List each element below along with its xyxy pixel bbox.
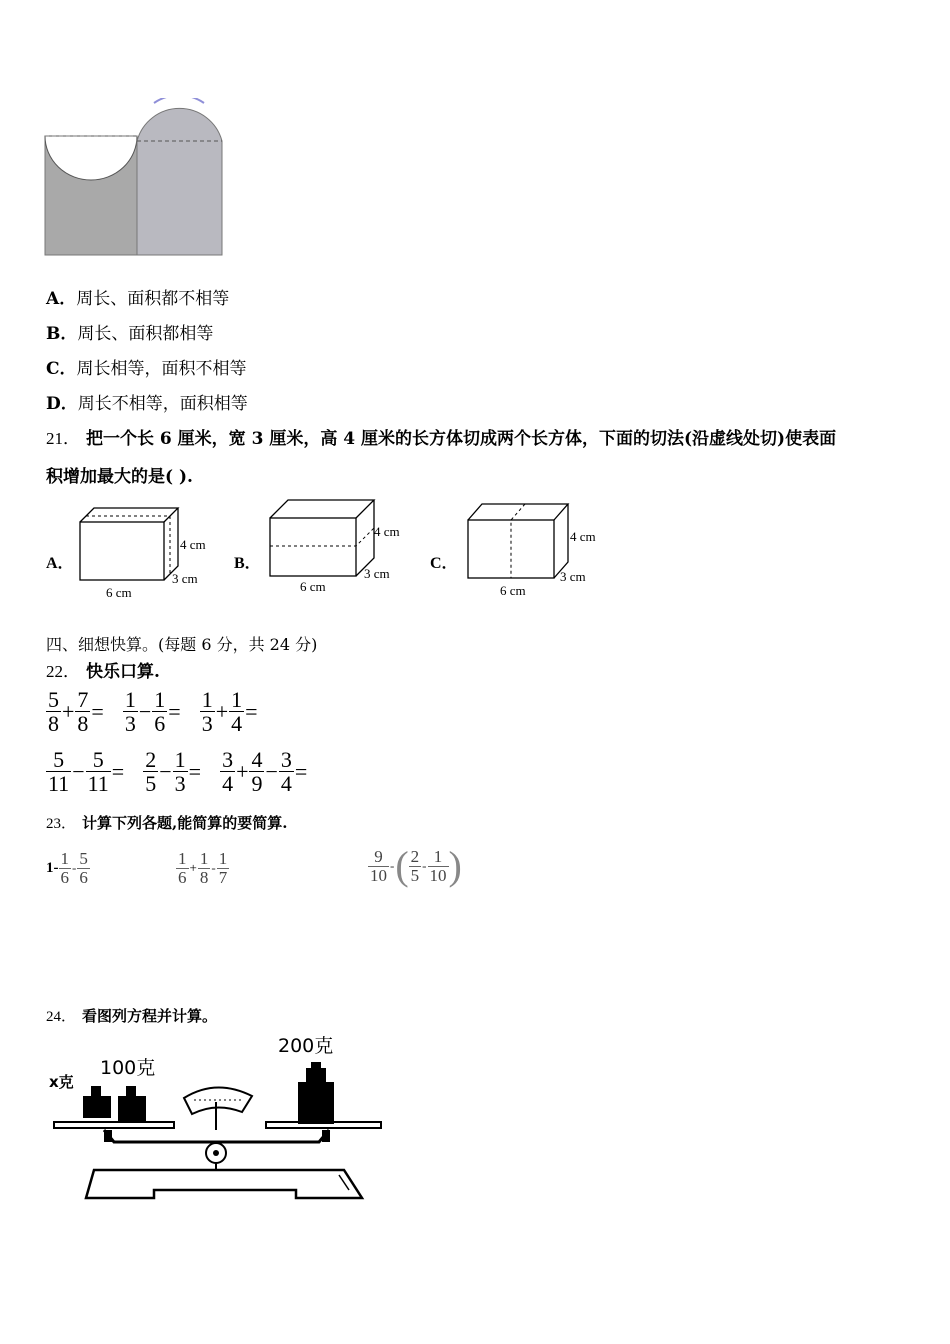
fig-b-l: 6 cm bbox=[300, 579, 326, 594]
question-21: 21． 把一个长 6 厘米，宽 3 厘米，高 4 厘米的长方体切成两个长方体，下面的切法(沿虚线处切)使表面 bbox=[46, 429, 837, 449]
weight-x bbox=[83, 1086, 111, 1122]
fig-c-w: 3 cm bbox=[560, 569, 586, 584]
option-b[interactable]: B．周长、面积都相等 bbox=[46, 324, 214, 344]
fig-b-w: 3 cm bbox=[364, 566, 390, 581]
x-gram-label: x克 bbox=[49, 1073, 74, 1091]
shapes-figure bbox=[44, 98, 226, 258]
right-paren: ) bbox=[448, 843, 462, 888]
fig-c-label[interactable]: C． bbox=[430, 555, 458, 572]
option-c[interactable]: C．周长相等，面积不相等 bbox=[46, 359, 247, 379]
fig-a-l: 6 cm bbox=[106, 585, 132, 600]
fig-b-label[interactable]: B． bbox=[234, 555, 261, 572]
option-d[interactable]: D．周长不相等，面积相等 bbox=[46, 394, 248, 414]
fig-c-l: 6 cm bbox=[500, 583, 526, 598]
weight-200-label: 200克 bbox=[278, 1035, 334, 1057]
calc-expr-1: 1- $\frac{1}{6}$ - $\frac{5}{6}$ bbox=[46, 849, 88, 887]
option-a[interactable]: A．周长、面积都不相等 bbox=[46, 289, 230, 309]
calc-expr-3: $\frac{9}{10}$ - ( $\frac{2}{5}$ - $\frac{1}{10}$ ) bbox=[370, 843, 462, 888]
oral-calc-row-2: $\frac{5}{11}$ − $\frac{5}{11}$ = $\frac{2}{5}$ − $\frac{1}{3}$ = $\frac{3}{4}$ + $\frac{4}{9}$ − $\frac{3}{4}$ = bbox=[48, 747, 308, 797]
question-23: 23． 计算下列各题,能简算的要简算. bbox=[46, 814, 288, 832]
weight-100 bbox=[118, 1086, 146, 1122]
balance-scale-figure bbox=[44, 1030, 389, 1205]
box-figure-c bbox=[464, 500, 624, 602]
fig-a-label[interactable]: A． bbox=[46, 555, 74, 572]
question-21-line2: 积增加最大的是( ). bbox=[46, 467, 193, 487]
box-figure-b bbox=[266, 496, 426, 598]
weight-200 bbox=[298, 1062, 334, 1124]
weight-100-label: 100克 bbox=[100, 1057, 156, 1079]
question-22: 22． 快乐口算. bbox=[46, 662, 160, 682]
calc-expr-2: $\frac{1}{6}$ + $\frac{1}{8}$ - $\frac{1}{7}$ bbox=[178, 849, 228, 887]
box-figure-a bbox=[76, 500, 236, 602]
fig-a-h: 4 cm bbox=[180, 537, 206, 552]
fig-c-h: 4 cm bbox=[570, 529, 596, 544]
fig-b-h: 4 cm bbox=[374, 524, 400, 539]
left-paren: ( bbox=[395, 843, 409, 888]
oral-calc-row-1: $\frac{5}{8}$ + $\frac{7}{8}$ = $\frac{1}{3}$ − $\frac{1}{6}$ = $\frac{1}{3}$ + $\frac{1}{4}$ = bbox=[48, 687, 258, 737]
question-24: 24． 看图列方程并计算。 bbox=[46, 1007, 218, 1025]
fig-a-w: 3 cm bbox=[172, 571, 198, 586]
section-4-heading: 四、细想快算。(每题 6 分，共 24 分) bbox=[46, 635, 318, 654]
